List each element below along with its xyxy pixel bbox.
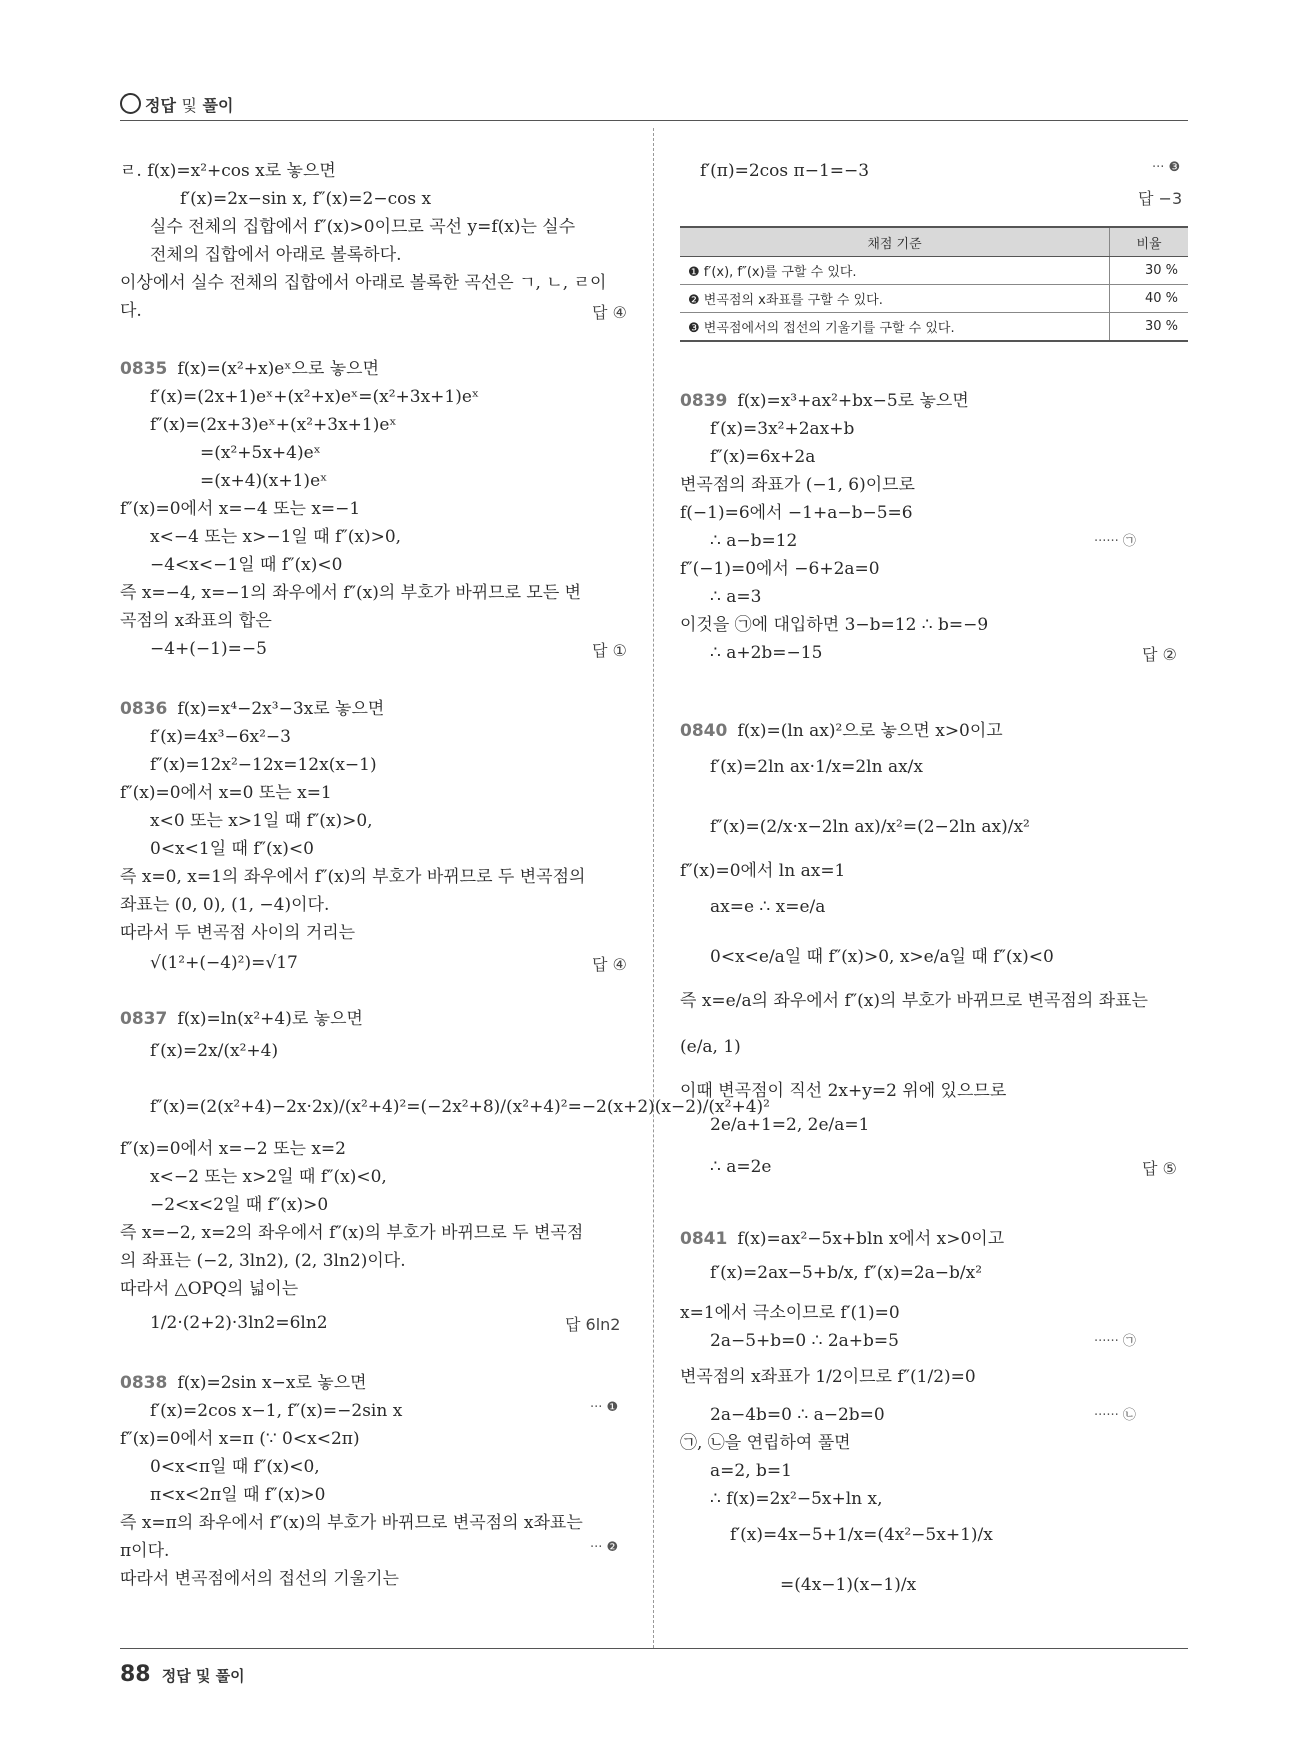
line-text: f″(x)=0에서 x=π (∵ 0<x<2π) xyxy=(120,1429,360,1449)
line-text: f′(x)=4x−5+1/x=(4x²−5x+1)/x xyxy=(730,1525,993,1545)
line-text: f″(x)=(2x+3)eˣ+(x²+3x+1)eˣ xyxy=(150,415,397,435)
solution-line xyxy=(150,754,377,776)
solution-line xyxy=(120,358,379,380)
answer-label: 답 ⑤ xyxy=(1142,1159,1177,1178)
line-text: f(x)=2sin x−x로 놓으면 xyxy=(177,1373,367,1393)
solution-line xyxy=(150,216,575,238)
problem-number: 0837 xyxy=(120,1009,168,1029)
line-text: ㉠, ㉡을 연립하여 풀면 xyxy=(680,1433,851,1453)
solution-line xyxy=(150,1312,328,1334)
solution-line xyxy=(120,1428,360,1450)
line-text: f(x)=x³+ax²+bx−5로 놓으면 xyxy=(737,391,969,411)
criterion-cell: ❶ f′(x), f″(x)를 구할 수 있다. xyxy=(680,257,1110,285)
line-text: f′(x)=(2x+1)eˣ+(x²+x)eˣ=(x²+3x+1)eˣ xyxy=(150,387,480,407)
page-footer xyxy=(120,1662,245,1687)
step-marker: ··· ❶ xyxy=(590,1400,619,1415)
line-text: 변곡점의 좌표가 (−1, 6)이므로 xyxy=(680,475,915,495)
solution-line xyxy=(150,1400,402,1422)
step-marker: ······ ㉠ xyxy=(1094,1334,1136,1349)
line-text: 의 좌표는 (−2, 3ln2), (2, 3ln2)이다. xyxy=(120,1251,406,1271)
line-text: (e/a, 1) xyxy=(680,1037,741,1057)
line-text: −4<x<−1일 때 f″(x)<0 xyxy=(150,555,343,575)
line-text: f′(x)=2ln ax·1/x=2ln ax/x xyxy=(710,757,923,777)
footer-title: 정답 및 풀이 xyxy=(161,1667,245,1685)
solution-line xyxy=(150,838,314,860)
line-text: 2a−4b=0 ∴ a−2b=0 xyxy=(710,1405,885,1425)
solution-line xyxy=(680,720,1003,742)
line-text: 즉 x=e/a의 좌우에서 f″(x)의 부호가 바뀌므로 변곡점의 좌표는 xyxy=(680,991,1148,1011)
solution-line xyxy=(120,610,272,632)
line-text: x<−2 또는 x>2일 때 f″(x)<0, xyxy=(150,1167,387,1187)
problem-number: 0836 xyxy=(120,699,168,719)
line-text: =(x²+5x+4)eˣ xyxy=(200,443,321,463)
solution-line xyxy=(120,922,355,944)
line-text: f″(x)=12x²−12x=12x(x−1) xyxy=(150,755,377,775)
line-text: 따라서 변곡점에서의 접선의 기울기는 xyxy=(120,1569,399,1589)
line-text: f′(x)=2ax−5+b/x, f″(x)=2a−b/x² xyxy=(710,1263,983,1283)
line-text: f(x)=(ln ax)²으로 놓으면 x>0이고 xyxy=(737,721,1003,741)
problem-number: 0841 xyxy=(680,1229,728,1249)
solution-line xyxy=(680,1366,976,1388)
line-text: f′(x)=2cos x−1, f″(x)=−2sin x xyxy=(150,1401,403,1421)
solution-line xyxy=(120,1512,583,1534)
grading-header-criterion: 채점 기준 xyxy=(680,227,1110,257)
solution-line xyxy=(120,1372,367,1394)
line-text: f′(x)=2x/(x²+4) xyxy=(150,1041,279,1061)
solution-line xyxy=(710,418,854,440)
solution-line xyxy=(680,614,988,636)
solution-line xyxy=(120,300,142,322)
solution-line xyxy=(710,530,797,552)
solution-line xyxy=(150,1166,387,1188)
mascot-icon xyxy=(120,93,141,114)
problem-number: 0838 xyxy=(120,1373,168,1393)
solution-line xyxy=(120,1222,583,1244)
line-text: f(−1)=6에서 −1+a−b−5=6 xyxy=(680,503,913,523)
criterion-cell: ❷ 변곡점의 x좌표를 구할 수 있다. xyxy=(680,285,1110,313)
solution-line xyxy=(200,470,327,492)
table-row xyxy=(680,313,1188,342)
solution-line xyxy=(120,866,585,888)
answer-label: 답 ④ xyxy=(592,303,627,322)
line-text: x<−4 또는 x>−1일 때 f″(x)>0, xyxy=(150,527,402,547)
table-row xyxy=(680,257,1188,285)
solution-line xyxy=(150,726,291,748)
problem-number: 0835 xyxy=(120,359,168,379)
line-text: f(x)=ax²−5x+bln x에서 x>0이고 xyxy=(737,1229,1005,1249)
solution-line xyxy=(730,1524,993,1546)
solution-line xyxy=(120,782,332,804)
line-text: =(4x−1)(x−1)/x xyxy=(780,1575,917,1595)
solution-line xyxy=(120,1278,298,1300)
solution-line xyxy=(150,810,373,832)
line-text: =(x+4)(x+1)eˣ xyxy=(200,471,328,491)
line-text: 0<x<e/a일 때 f″(x)>0, x>e/a일 때 f″(x)<0 xyxy=(710,947,1054,967)
ratio-cell: 30 % xyxy=(1110,257,1189,285)
solution-line xyxy=(120,1568,399,1590)
answer-label: 답 ④ xyxy=(592,955,627,974)
step-marker: ······ ㉡ xyxy=(1094,1408,1136,1423)
line-text: 0<x<π일 때 f″(x)<0, xyxy=(150,1457,320,1477)
solution-line xyxy=(710,642,822,664)
criterion-cell: ❸ 변곡점에서의 접선의 기울기를 구할 수 있다. xyxy=(680,313,1110,342)
line-text: 이상에서 실수 전체의 집합에서 아래로 볼록한 곡선은 ㄱ, ㄴ, ㄹ이 xyxy=(120,273,607,293)
solution-line xyxy=(680,474,915,496)
line-text: f″(x)=(2/x·x−2ln ax)/x²=(2−2ln ax)/x² xyxy=(710,817,1030,837)
solution-line xyxy=(150,526,401,548)
solution-line xyxy=(120,498,360,520)
line-text: 다. xyxy=(120,301,142,321)
header-rule xyxy=(120,120,1188,121)
line-text: 이때 변곡점이 직선 2x+y=2 위에 있으므로 xyxy=(680,1081,1007,1101)
line-text: 즉 x=−4, x=−1의 좌우에서 f″(x)의 부호가 바뀌므로 모든 변 xyxy=(120,583,582,603)
solution-line xyxy=(680,1302,900,1324)
solution-line xyxy=(710,446,815,468)
answer-label: 답 ② xyxy=(1142,645,1177,664)
line-text: x<0 또는 x>1일 때 f″(x)>0, xyxy=(150,811,373,831)
line-text: 즉 x=−2, x=2의 좌우에서 f″(x)의 부호가 바뀌므로 두 변곡점 xyxy=(120,1223,584,1243)
line-text: −2<x<2일 때 f″(x)>0 xyxy=(150,1195,329,1215)
line-text: ∴ a=2e xyxy=(710,1157,772,1177)
line-text: ax=e ∴ x=e/a xyxy=(710,897,826,917)
solution-line xyxy=(150,554,342,576)
solution-line xyxy=(120,1250,406,1272)
solution-line xyxy=(150,244,402,266)
solution-line xyxy=(710,586,761,608)
line-text: f′(π)=2cos π−1=−3 xyxy=(700,161,870,181)
solution-line xyxy=(180,188,431,210)
line-text: 따라서 두 변곡점 사이의 거리는 xyxy=(120,923,356,943)
solution-line xyxy=(780,1574,916,1596)
solution-line xyxy=(680,1036,741,1058)
solution-line xyxy=(150,1040,278,1062)
line-text: 즉 x=π의 좌우에서 f″(x)의 부호가 바뀌므로 변곡점의 x좌표는 xyxy=(120,1513,583,1533)
line-text: f′(x)=4x³−6x²−3 xyxy=(150,727,291,747)
line-text: f″(x)=6x+2a xyxy=(710,447,816,467)
line-text: 2a−5+b=0 ∴ 2a+b=5 xyxy=(710,1331,899,1351)
line-text: 즉 x=0, x=1의 좌우에서 f″(x)의 부호가 바뀌므로 두 변곡점의 xyxy=(120,867,586,887)
line-text: 0<x<1일 때 f″(x)<0 xyxy=(150,839,314,859)
solution-line xyxy=(680,390,969,412)
line-text: 전체의 집합에서 아래로 볼록하다. xyxy=(150,245,402,265)
solution-line xyxy=(120,582,581,604)
line-text: √(1²+(−4)²)=√17 xyxy=(150,953,298,973)
solution-line xyxy=(150,414,397,436)
solution-line xyxy=(710,1330,899,1352)
solution-line xyxy=(710,756,923,778)
solution-line xyxy=(120,1138,346,1160)
solution-line xyxy=(680,1228,1004,1250)
line-text: f(x)=ln(x²+4)로 놓으면 xyxy=(177,1009,363,1029)
solution-line xyxy=(680,1432,851,1454)
page-header xyxy=(120,93,233,116)
solution-line xyxy=(120,698,384,720)
solution-line xyxy=(150,1194,328,1216)
line-text: 변곡점의 x좌표가 1/2이므로 f″(1/2)=0 xyxy=(680,1367,976,1387)
answer-label: 답 ① xyxy=(592,641,627,660)
solution-line xyxy=(710,1460,792,1482)
footer-rule xyxy=(120,1648,1188,1649)
solution-line xyxy=(200,442,321,464)
solution-line xyxy=(710,1488,883,1510)
solution-line xyxy=(680,558,880,580)
line-text: 이것을 ㉠에 대입하면 3−b=12 ∴ b=−9 xyxy=(680,615,989,635)
line-text: f″(x)=0에서 x=0 또는 x=1 xyxy=(120,783,332,803)
line-text: f′(x)=2x−sin x, f″(x)=2−cos x xyxy=(180,189,432,209)
problem-number: 0839 xyxy=(680,391,728,411)
table-row xyxy=(680,285,1188,313)
solution-line xyxy=(150,1484,325,1506)
line-text: ∴ f(x)=2x²−5x+ln x, xyxy=(710,1489,883,1509)
solution-line xyxy=(120,894,329,916)
solution-line xyxy=(680,502,913,524)
solution-line xyxy=(700,160,869,182)
line-text: f″(x)=(2(x²+4)−2x·2x)/(x²+4)²=(−2x²+8)/(x²+4)²=−2(x+2)(x−2)/(x²+4)² xyxy=(150,1097,770,1117)
line-text: π이다. xyxy=(120,1541,170,1561)
solution-line xyxy=(710,1262,982,1284)
line-text: ∴ a+2b=−15 xyxy=(710,643,823,663)
step-marker: ······ ㉠ xyxy=(1094,534,1136,549)
answer-label: 답 6ln2 xyxy=(565,1315,621,1334)
solution-line xyxy=(120,160,336,182)
solution-line xyxy=(680,860,845,882)
line-text: ∴ a−b=12 xyxy=(710,531,798,551)
line-text: f″(−1)=0에서 −6+2a=0 xyxy=(680,559,880,579)
line-text: f″(x)=0에서 x=−4 또는 x=−1 xyxy=(120,499,361,519)
solution-line xyxy=(710,816,1030,838)
ratio-cell: 40 % xyxy=(1110,285,1189,313)
line-text: 곡점의 x좌표의 합은 xyxy=(120,611,272,631)
solution-line xyxy=(680,990,1148,1012)
line-text: 2e/a+1=2, 2e/a=1 xyxy=(710,1115,870,1135)
line-text: 좌표는 (0, 0), (1, −4)이다. xyxy=(120,895,330,915)
line-text: f(x)=(x²+x)eˣ으로 놓으면 xyxy=(177,359,379,379)
answer-label: 답 −3 xyxy=(1138,189,1183,208)
solution-line xyxy=(680,1080,1006,1102)
line-text: 1/2·(2+2)·3ln2=6ln2 xyxy=(150,1313,328,1333)
step-marker: ··· ❷ xyxy=(590,1540,619,1555)
problem-number: 0840 xyxy=(680,721,728,741)
grading-table xyxy=(680,226,1188,342)
solution-line xyxy=(710,1404,885,1426)
solution-line xyxy=(120,272,606,294)
column-divider xyxy=(653,128,654,1648)
grading-header-ratio: 비율 xyxy=(1110,227,1189,257)
line-text: f″(x)=0에서 x=−2 또는 x=2 xyxy=(120,1139,346,1159)
header-conj: 및 xyxy=(181,96,197,115)
line-text: π<x<2π일 때 f″(x)>0 xyxy=(150,1485,326,1505)
line-text: −4+(−1)=−5 xyxy=(150,639,267,659)
header-label: 정답 xyxy=(145,96,176,115)
page-number: 88 xyxy=(120,1662,151,1687)
line-text: f(x)=x⁴−2x³−3x로 놓으면 xyxy=(177,699,385,719)
line-text: a=2, b=1 xyxy=(710,1461,792,1481)
solution-line xyxy=(150,1456,320,1478)
line-text: x=1에서 극소이므로 f′(1)=0 xyxy=(680,1303,900,1323)
solution-line xyxy=(120,1540,169,1562)
solution-line xyxy=(710,1114,869,1136)
ratio-cell: 30 % xyxy=(1110,313,1189,342)
solution-line xyxy=(710,1156,771,1178)
line-text: f″(x)=0에서 ln ax=1 xyxy=(680,861,846,881)
solution-line xyxy=(150,386,479,408)
line-text: ㄹ. f(x)=x²+cos x로 놓으면 xyxy=(120,161,336,181)
solution-line xyxy=(120,1008,363,1030)
solution-line xyxy=(150,638,267,660)
solution-line xyxy=(150,1096,770,1118)
solution-line xyxy=(150,952,298,974)
step-marker: ··· ❸ xyxy=(1152,160,1181,175)
solution-line xyxy=(710,946,1054,968)
line-text: f′(x)=3x²+2ax+b xyxy=(710,419,855,439)
line-text: 실수 전체의 집합에서 f″(x)>0이므로 곡선 y=f(x)는 실수 xyxy=(150,217,576,237)
header-label-2: 풀이 xyxy=(202,96,234,115)
solution-line xyxy=(710,896,825,918)
line-text: 따라서 △OPQ의 넓이는 xyxy=(120,1279,299,1299)
line-text: ∴ a=3 xyxy=(710,587,762,607)
